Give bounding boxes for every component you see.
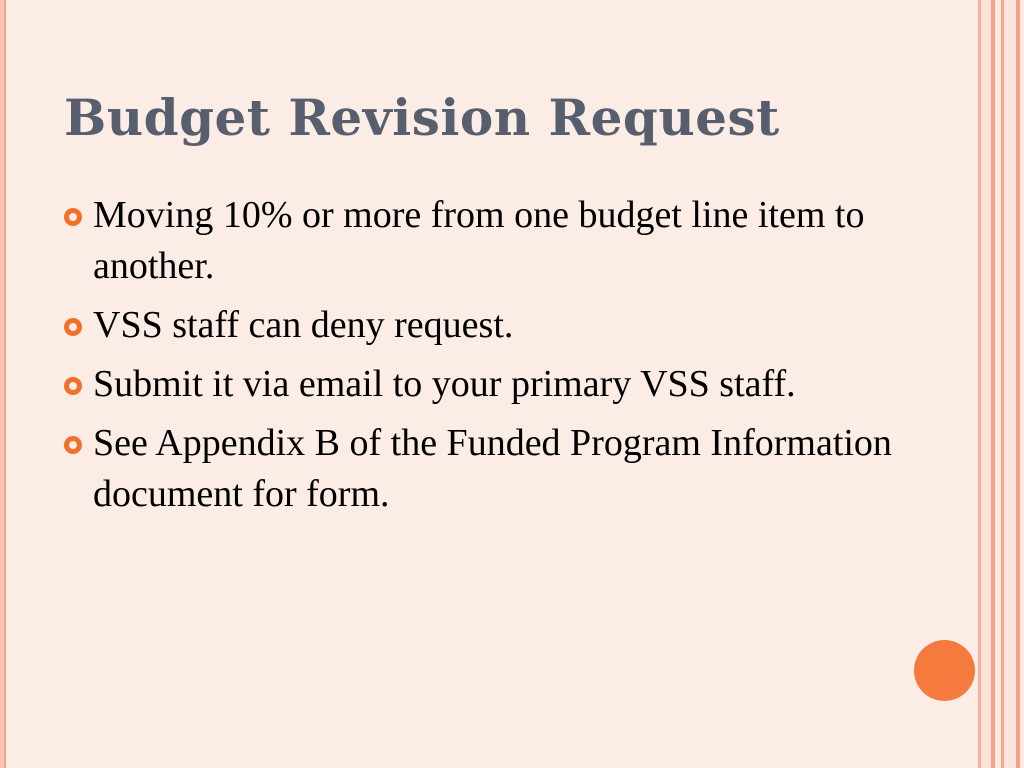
bullet-ring-icon xyxy=(64,208,82,226)
bullet-ring-icon xyxy=(64,377,82,395)
bullet-text: See Appendix B of the Funded Program Information document for form. xyxy=(93,422,892,515)
bullet-ring-icon xyxy=(64,436,82,454)
stripe xyxy=(1020,0,1024,768)
slide-title: Budget Revision Request xyxy=(64,88,780,147)
stripe xyxy=(1004,0,1016,768)
bullet-item xyxy=(64,359,904,410)
decorative-circle xyxy=(914,640,975,701)
bullet-ring-icon xyxy=(64,318,82,336)
bullet-text: Moving 10% or more from one budget line item to another. xyxy=(93,194,865,287)
bullet-list xyxy=(64,190,904,528)
bullet-text: VSS staff can deny request. xyxy=(93,304,514,346)
right-stripe-decoration xyxy=(978,0,1024,768)
bullet-text: Submit it via email to your primary VSS staff. xyxy=(93,363,796,405)
stripe xyxy=(981,0,991,768)
left-border-decoration xyxy=(0,0,6,768)
bullet-item xyxy=(64,190,904,292)
bullet-item xyxy=(64,300,904,351)
bullet-item xyxy=(64,418,904,520)
